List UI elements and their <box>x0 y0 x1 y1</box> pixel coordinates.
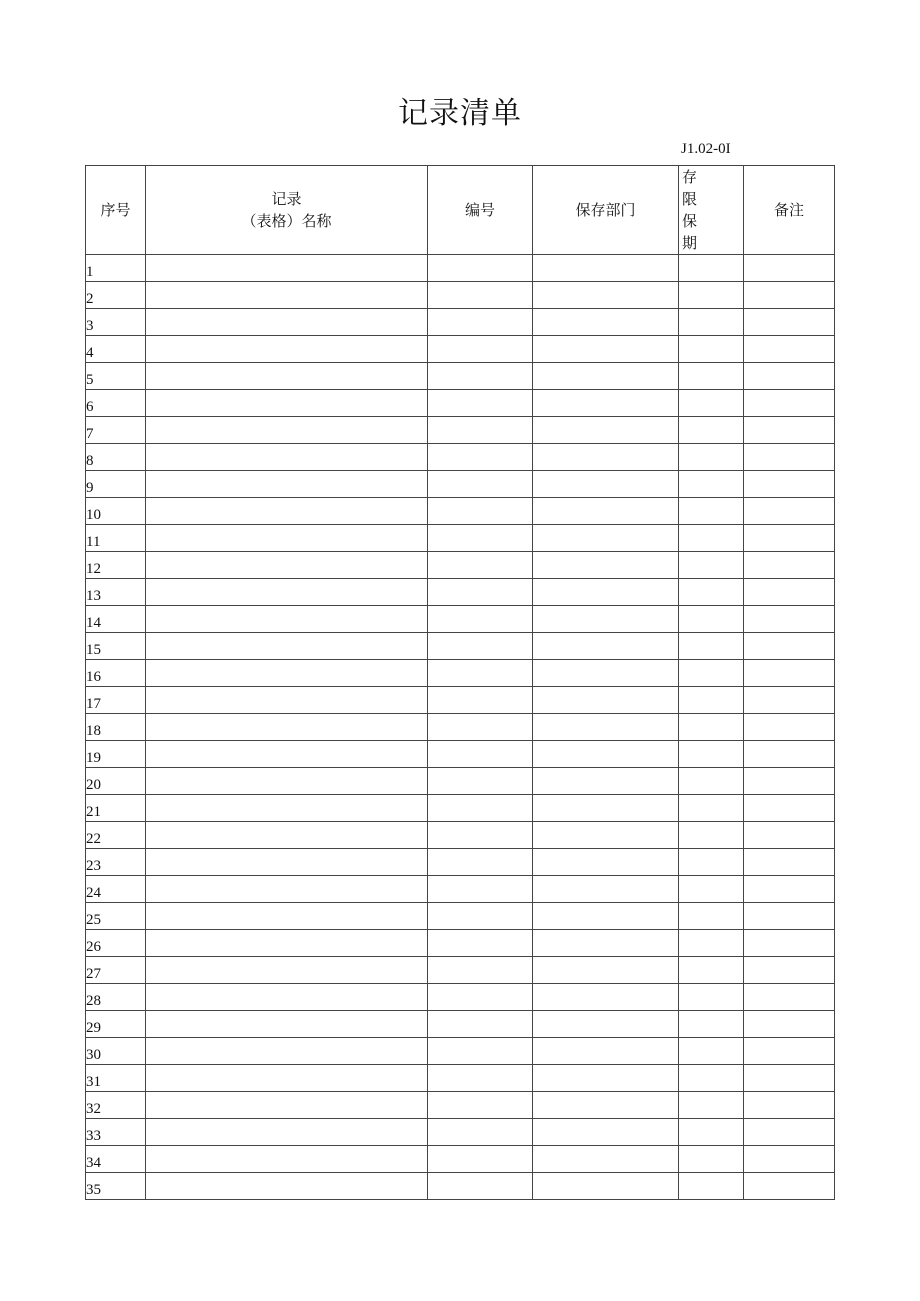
retention-cell[interactable] <box>679 336 744 363</box>
retention-cell[interactable] <box>679 255 744 282</box>
retention-cell[interactable] <box>679 1119 744 1146</box>
row-number: 9 <box>86 471 146 498</box>
remarks-cell[interactable] <box>744 1038 835 1065</box>
department-cell[interactable] <box>533 1146 679 1173</box>
remarks-cell[interactable] <box>744 1146 835 1173</box>
remarks-cell[interactable] <box>744 849 835 876</box>
table-row <box>86 930 835 957</box>
row-number: 26 <box>86 930 146 957</box>
table-row <box>86 417 835 444</box>
record-name-cell[interactable] <box>146 768 428 795</box>
remarks-cell[interactable] <box>744 1011 835 1038</box>
remarks-cell[interactable] <box>744 552 835 579</box>
table-row <box>86 984 835 1011</box>
row-number: 14 <box>86 606 146 633</box>
header-retention-char: 保 <box>682 212 698 230</box>
number-cell[interactable] <box>428 255 533 282</box>
remarks-cell[interactable] <box>744 984 835 1011</box>
table-row <box>86 579 835 606</box>
record-name-cell[interactable] <box>146 579 428 606</box>
remarks-cell[interactable] <box>744 660 835 687</box>
table-row <box>86 741 835 768</box>
remarks-cell[interactable] <box>744 741 835 768</box>
remarks-cell[interactable] <box>744 417 835 444</box>
retention-cell[interactable] <box>679 417 744 444</box>
retention-cell[interactable] <box>679 903 744 930</box>
records-table <box>85 165 835 1200</box>
table-row <box>86 1146 835 1173</box>
row-number: 31 <box>86 1065 146 1092</box>
retention-cell[interactable] <box>679 660 744 687</box>
department-cell[interactable] <box>533 687 679 714</box>
header-seq: 序号 <box>86 166 146 255</box>
remarks-cell[interactable] <box>744 579 835 606</box>
number-cell[interactable] <box>428 309 533 336</box>
department-cell[interactable] <box>533 471 679 498</box>
number-cell[interactable] <box>428 768 533 795</box>
retention-cell[interactable] <box>679 1038 744 1065</box>
record-name-cell[interactable] <box>146 930 428 957</box>
department-cell[interactable] <box>533 876 679 903</box>
remarks-cell[interactable] <box>744 687 835 714</box>
remarks-cell[interactable] <box>744 1092 835 1119</box>
record-name-cell[interactable] <box>146 1092 428 1119</box>
record-name-cell[interactable] <box>146 957 428 984</box>
department-cell[interactable] <box>533 1092 679 1119</box>
record-name-cell[interactable] <box>146 660 428 687</box>
department-cell[interactable] <box>533 741 679 768</box>
department-cell[interactable] <box>533 984 679 1011</box>
number-cell[interactable] <box>428 606 533 633</box>
table-row <box>86 471 835 498</box>
header-retention-period <box>679 166 744 255</box>
number-cell[interactable] <box>428 660 533 687</box>
record-name-cell[interactable] <box>146 417 428 444</box>
department-cell[interactable] <box>533 1065 679 1092</box>
number-cell[interactable] <box>428 1011 533 1038</box>
retention-cell[interactable] <box>679 1011 744 1038</box>
retention-cell[interactable] <box>679 849 744 876</box>
number-cell[interactable] <box>428 849 533 876</box>
record-name-cell[interactable] <box>146 1038 428 1065</box>
record-name-cell[interactable] <box>146 714 428 741</box>
remarks-cell[interactable] <box>744 876 835 903</box>
number-cell[interactable] <box>428 498 533 525</box>
retention-cell[interactable] <box>679 768 744 795</box>
department-cell[interactable] <box>533 1011 679 1038</box>
number-cell[interactable] <box>428 1065 533 1092</box>
department-cell[interactable] <box>533 660 679 687</box>
table-row <box>86 606 835 633</box>
row-number: 18 <box>86 714 146 741</box>
remarks-cell[interactable] <box>744 822 835 849</box>
record-name-cell[interactable] <box>146 444 428 471</box>
retention-cell[interactable] <box>679 633 744 660</box>
department-cell[interactable] <box>533 255 679 282</box>
table-row <box>86 525 835 552</box>
remarks-cell[interactable] <box>744 903 835 930</box>
row-number: 6 <box>86 390 146 417</box>
record-name-cell[interactable] <box>146 471 428 498</box>
department-cell[interactable] <box>533 606 679 633</box>
table-row <box>86 714 835 741</box>
remarks-cell[interactable] <box>744 957 835 984</box>
department-cell[interactable] <box>533 1119 679 1146</box>
row-number: 33 <box>86 1119 146 1146</box>
header-number: 编号 <box>428 166 533 255</box>
row-number: 1 <box>86 255 146 282</box>
remarks-cell[interactable] <box>744 768 835 795</box>
table-row <box>86 1011 835 1038</box>
retention-cell[interactable] <box>679 606 744 633</box>
row-number: 7 <box>86 417 146 444</box>
record-name-cell[interactable] <box>146 984 428 1011</box>
remarks-cell[interactable] <box>744 1119 835 1146</box>
table-row <box>86 957 835 984</box>
table-row <box>86 1173 835 1200</box>
table-row <box>86 768 835 795</box>
row-number: 32 <box>86 1092 146 1119</box>
department-cell[interactable] <box>533 525 679 552</box>
number-cell[interactable] <box>428 390 533 417</box>
row-number: 10 <box>86 498 146 525</box>
remarks-cell[interactable] <box>744 255 835 282</box>
row-number: 13 <box>86 579 146 606</box>
header-record-name-line1: 记录 <box>271 190 302 208</box>
row-number: 11 <box>86 525 146 552</box>
department-cell[interactable] <box>533 633 679 660</box>
row-number: 19 <box>86 741 146 768</box>
header-retention-char: 限 <box>682 190 698 208</box>
record-name-cell[interactable] <box>146 363 428 390</box>
department-cell[interactable] <box>533 417 679 444</box>
row-number: 23 <box>86 849 146 876</box>
table-row <box>86 363 835 390</box>
number-cell[interactable] <box>428 1092 533 1119</box>
row-number: 17 <box>86 687 146 714</box>
number-cell[interactable] <box>428 633 533 660</box>
row-number: 5 <box>86 363 146 390</box>
department-cell[interactable] <box>533 714 679 741</box>
table-row <box>86 687 835 714</box>
number-cell[interactable] <box>428 687 533 714</box>
row-number: 28 <box>86 984 146 1011</box>
retention-cell[interactable] <box>679 822 744 849</box>
number-cell[interactable] <box>428 930 533 957</box>
remarks-cell[interactable] <box>744 1173 835 1200</box>
table-row <box>86 552 835 579</box>
department-cell[interactable] <box>533 930 679 957</box>
header-retention-char: 存 <box>682 168 698 186</box>
table-row <box>86 390 835 417</box>
table-row <box>86 444 835 471</box>
number-cell[interactable] <box>428 1119 533 1146</box>
record-name-cell[interactable] <box>146 525 428 552</box>
header-remarks: 备注 <box>744 166 835 255</box>
record-name-cell[interactable] <box>146 741 428 768</box>
retention-cell[interactable] <box>679 984 744 1011</box>
record-name-cell[interactable] <box>146 822 428 849</box>
record-name-cell[interactable] <box>146 1065 428 1092</box>
table-row <box>86 795 835 822</box>
department-cell[interactable] <box>533 795 679 822</box>
table-row <box>86 1065 835 1092</box>
number-cell[interactable] <box>428 417 533 444</box>
record-name-cell[interactable] <box>146 903 428 930</box>
department-cell[interactable] <box>533 579 679 606</box>
number-cell[interactable] <box>428 957 533 984</box>
department-cell[interactable] <box>533 1038 679 1065</box>
retention-cell[interactable] <box>679 498 744 525</box>
table-row <box>86 849 835 876</box>
document-code: J1.02-0I <box>681 141 731 157</box>
table-body <box>86 255 835 1200</box>
row-number: 4 <box>86 336 146 363</box>
number-cell[interactable] <box>428 903 533 930</box>
number-cell[interactable] <box>428 822 533 849</box>
record-name-cell[interactable] <box>146 849 428 876</box>
record-name-cell[interactable] <box>146 498 428 525</box>
table-row <box>86 876 835 903</box>
record-name-cell[interactable] <box>146 390 428 417</box>
retention-cell[interactable] <box>679 282 744 309</box>
record-name-cell[interactable] <box>146 633 428 660</box>
remarks-cell[interactable] <box>744 498 835 525</box>
department-cell[interactable] <box>533 498 679 525</box>
remarks-cell[interactable] <box>744 309 835 336</box>
retention-cell[interactable] <box>679 525 744 552</box>
remarks-cell[interactable] <box>744 390 835 417</box>
record-name-cell[interactable] <box>146 1011 428 1038</box>
remarks-cell[interactable] <box>744 606 835 633</box>
number-cell[interactable] <box>428 471 533 498</box>
table-row <box>86 498 835 525</box>
department-cell[interactable] <box>533 849 679 876</box>
retention-cell[interactable] <box>679 741 744 768</box>
department-cell[interactable] <box>533 282 679 309</box>
retention-cell[interactable] <box>679 309 744 336</box>
number-cell[interactable] <box>428 795 533 822</box>
remarks-cell[interactable] <box>744 1065 835 1092</box>
remarks-cell[interactable] <box>744 363 835 390</box>
row-number: 20 <box>86 768 146 795</box>
retention-cell[interactable] <box>679 1146 744 1173</box>
table-row <box>86 1038 835 1065</box>
record-name-cell[interactable] <box>146 309 428 336</box>
remarks-cell[interactable] <box>744 633 835 660</box>
row-number: 15 <box>86 633 146 660</box>
remarks-cell[interactable] <box>744 525 835 552</box>
table-row <box>86 336 835 363</box>
row-number: 35 <box>86 1173 146 1200</box>
row-number: 24 <box>86 876 146 903</box>
number-cell[interactable] <box>428 741 533 768</box>
record-name-cell[interactable] <box>146 336 428 363</box>
remarks-cell[interactable] <box>744 930 835 957</box>
record-name-cell[interactable] <box>146 552 428 579</box>
record-name-cell[interactable] <box>146 606 428 633</box>
remarks-cell[interactable] <box>744 714 835 741</box>
retention-cell[interactable] <box>679 714 744 741</box>
row-number: 16 <box>86 660 146 687</box>
header-row <box>86 166 835 255</box>
table-row <box>86 1092 835 1119</box>
retention-cell[interactable] <box>679 390 744 417</box>
number-cell[interactable] <box>428 1173 533 1200</box>
remarks-cell[interactable] <box>744 336 835 363</box>
record-name-cell[interactable] <box>146 876 428 903</box>
department-cell[interactable] <box>533 903 679 930</box>
remarks-cell[interactable] <box>744 471 835 498</box>
record-name-cell[interactable] <box>146 795 428 822</box>
row-number: 3 <box>86 309 146 336</box>
row-number: 2 <box>86 282 146 309</box>
retention-cell[interactable] <box>679 957 744 984</box>
number-cell[interactable] <box>428 579 533 606</box>
header-department: 保存部门 <box>533 166 679 255</box>
department-cell[interactable] <box>533 552 679 579</box>
department-cell[interactable] <box>533 822 679 849</box>
department-cell[interactable] <box>533 957 679 984</box>
number-cell[interactable] <box>428 363 533 390</box>
record-name-cell[interactable] <box>146 282 428 309</box>
row-number: 25 <box>86 903 146 930</box>
header-record-name <box>146 166 428 255</box>
row-number: 21 <box>86 795 146 822</box>
number-cell[interactable] <box>428 444 533 471</box>
header-record-name-line2: （表格）名称 <box>241 212 332 230</box>
table-row <box>86 282 835 309</box>
record-name-cell[interactable] <box>146 687 428 714</box>
department-cell[interactable] <box>533 363 679 390</box>
remarks-cell[interactable] <box>744 795 835 822</box>
department-cell[interactable] <box>533 336 679 363</box>
department-cell[interactable] <box>533 444 679 471</box>
retention-cell[interactable] <box>679 1065 744 1092</box>
record-name-cell[interactable] <box>146 255 428 282</box>
number-cell[interactable] <box>428 876 533 903</box>
retention-cell[interactable] <box>679 579 744 606</box>
table-row <box>86 903 835 930</box>
retention-cell[interactable] <box>679 552 744 579</box>
department-cell[interactable] <box>533 390 679 417</box>
department-cell[interactable] <box>533 768 679 795</box>
department-cell[interactable] <box>533 309 679 336</box>
row-number: 27 <box>86 957 146 984</box>
remarks-cell[interactable] <box>744 282 835 309</box>
table-row <box>86 822 835 849</box>
retention-cell[interactable] <box>679 1173 744 1200</box>
table-row <box>86 660 835 687</box>
number-cell[interactable] <box>428 714 533 741</box>
retention-cell[interactable] <box>679 471 744 498</box>
retention-cell[interactable] <box>679 444 744 471</box>
table-row <box>86 309 835 336</box>
number-cell[interactable] <box>428 1038 533 1065</box>
record-name-cell[interactable] <box>146 1119 428 1146</box>
retention-cell[interactable] <box>679 363 744 390</box>
row-number: 22 <box>86 822 146 849</box>
row-number: 30 <box>86 1038 146 1065</box>
header-retention-char: 期 <box>682 234 698 252</box>
record-name-cell[interactable] <box>146 1146 428 1173</box>
number-cell[interactable] <box>428 1146 533 1173</box>
retention-cell[interactable] <box>679 876 744 903</box>
retention-cell[interactable] <box>679 1092 744 1119</box>
row-number: 12 <box>86 552 146 579</box>
number-cell[interactable] <box>428 984 533 1011</box>
record-name-cell[interactable] <box>146 1173 428 1200</box>
retention-cell[interactable] <box>679 795 744 822</box>
number-cell[interactable] <box>428 525 533 552</box>
table-row <box>86 255 835 282</box>
remarks-cell[interactable] <box>744 444 835 471</box>
number-cell[interactable] <box>428 336 533 363</box>
table-row <box>86 1119 835 1146</box>
number-cell[interactable] <box>428 552 533 579</box>
page-title: 记录清单 <box>398 96 522 131</box>
department-cell[interactable] <box>533 1173 679 1200</box>
row-number: 34 <box>86 1146 146 1173</box>
retention-cell[interactable] <box>679 930 744 957</box>
row-number: 29 <box>86 1011 146 1038</box>
row-number: 8 <box>86 444 146 471</box>
retention-cell[interactable] <box>679 687 744 714</box>
number-cell[interactable] <box>428 282 533 309</box>
table-row <box>86 633 835 660</box>
